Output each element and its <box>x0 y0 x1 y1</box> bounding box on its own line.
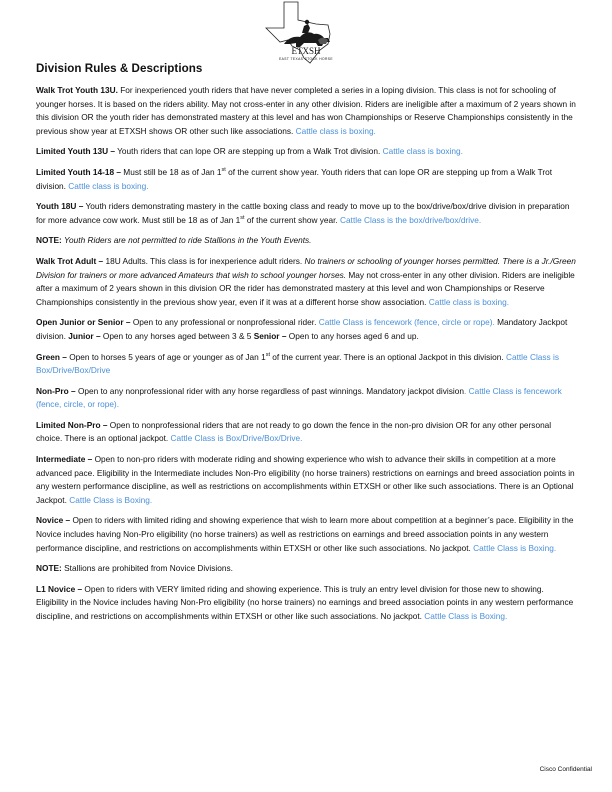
rule-text: Must still be 18 as of Jan 1 <box>121 166 222 177</box>
rule-text: Youth riders that can lope OR are stepping up from a Walk Trot division. <box>115 146 383 157</box>
rule-youth-18u <box>36 200 576 227</box>
page-title: Division Rules & Descriptions <box>36 62 203 75</box>
cattle-class-note: Cattle Class is Boxing. <box>424 611 508 621</box>
rule-limited-youth-13u <box>36 145 576 159</box>
ordinal-suffix: st <box>221 167 226 174</box>
rules-list <box>36 84 576 624</box>
logo-subtext: EAST TEXAS STOCK HORSE <box>279 57 333 61</box>
rule-heading: Intermediate – <box>36 454 93 465</box>
rule-green <box>36 351 576 378</box>
rule-text: Mandatory Jackpot division. <box>36 317 568 341</box>
footer-confidential: Cisco Confidential <box>539 766 592 773</box>
rule-italic-text: Youth Riders are not permitted to ride Stallions in the Youth Events. <box>61 235 312 246</box>
cattle-class-note: Cattle class is boxing. <box>428 296 510 307</box>
rule-text: Stallions are prohibited from Novice Divisions. <box>61 563 233 574</box>
rule-heading: Walk Trot Adult – <box>36 255 104 266</box>
rule-text: of the current show year. Youth riders that can lope OR are stepping up from a Walk Trot division. <box>36 166 553 191</box>
rule-text: May not cross-enter in any other division. Riders are ineligible after a maximum of 2 years shown in this division OR the rider has demonstrated mastery at this level and won Championships or Reserve Championships consistently in the previous show year, even if it was at a different horse show association. <box>36 269 575 307</box>
document-body <box>36 62 576 631</box>
rule-text: Open to riders with limited riding and showing experience that wish to learn more about competition at a beginner’s pace. Eligibility in the Novice includes having Non-Pro eligibility (no horse trainers) as well as restrictions on earnings and breed association points in any western performance discipline, and restrictions on accomplishments within ETXSH or other like such associations. No jackpot. <box>36 515 574 553</box>
rule-heading: Limited Non-Pro – <box>36 419 108 430</box>
rule-walk-trot-adult <box>36 255 576 309</box>
rule-heading: Open Junior or Senior – <box>36 317 131 328</box>
rule-l1-novice <box>36 583 576 624</box>
cattle-class-note: Cattle Class is fencework (fence, circle or rope). <box>318 317 495 328</box>
cattle-class-note: Cattle Class is Boxing. <box>69 494 153 505</box>
rule-heading: Walk Trot Youth 13U. <box>36 85 118 95</box>
rule-text: Open to any professional or nonprofessional rider. <box>130 317 319 328</box>
rule-heading: NOTE: <box>36 563 62 574</box>
rule-text: of the current year. There is an optional Jackpot in this division. <box>269 351 506 362</box>
rule-heading: L1 Novice – <box>36 583 83 594</box>
rule-text: 18U Adults. This class is for inexperience adult riders. <box>103 255 305 266</box>
rule-heading: Limited Youth 14-18 – <box>36 166 121 177</box>
rule-heading: NOTE: <box>36 235 62 246</box>
rule-heading: Novice – <box>36 515 71 526</box>
cattle-class-note: Cattle Class is Box/Drive/Box/Drive. <box>170 433 303 444</box>
logo-text: ETXSH <box>291 46 321 56</box>
cattle-class-note: Cattle class is boxing. <box>68 180 149 191</box>
cattle-class-note: Cattle class is boxing. <box>382 146 463 157</box>
texas-horse-logo-icon <box>258 0 354 64</box>
rule-walk-trot-youth-13u <box>36 84 576 138</box>
rule-heading: Green – <box>36 351 67 362</box>
rule-intermediate <box>36 453 576 507</box>
rule-text: of the current show year. <box>244 214 341 225</box>
rule-limited-youth-14-18 <box>36 166 576 193</box>
rule-text: Open to horses 5 years of age or younger as of Jan 1 <box>66 351 266 362</box>
cattle-class-note: Cattle Class is the box/drive/box/drive. <box>340 214 482 225</box>
rule-limited-non-pro <box>36 419 576 446</box>
rule-heading: Non-Pro – <box>36 385 76 396</box>
rule-heading: Junior – <box>68 330 101 341</box>
rule-open-junior-senior <box>36 316 576 343</box>
rule-text: Open to any horses aged between 3 & 5 <box>100 330 254 341</box>
rule-italic-text: No trainers or schooling of younger horses permitted. There is a Jr./Green Division for trainers or more advanced Amateurs that wish to school younger horses. <box>36 255 576 280</box>
rule-text: Open to any horses aged 6 and up. <box>286 330 419 341</box>
cattle-class-note: Cattle Class is Boxing. <box>473 542 557 553</box>
rule-youth-note <box>36 234 576 248</box>
etxsh-logo <box>258 0 354 64</box>
rule-text: For inexperienced youth riders that have never completed a series in a loping division. This class is not for schooling of younger horses. It is based on the riders ability. May not cross-enter in any other division. Riders are ineligible after a maximum of 2 years shown in this division OR the youth rider has demonstrated mastery at this level and has won Championships or Reserve Championships consistently in the previous show year at ETXSH shows OR other such like associations. <box>36 85 576 136</box>
rule-heading: Limited Youth 13U – <box>36 146 115 157</box>
rule-heading: Senior – <box>253 330 287 341</box>
rule-text: Open to riders with VERY limited riding and showing experience. This is truly an entry level division for those new to showing. Eligibility in the Novice includes having Non-Pro eligibility (no horse trainers) no earnings and breed association points in any western performance discipline, and restrictions on accomplishments within ETXSH or other like such associations. No jackpot. <box>36 583 574 621</box>
rule-non-pro <box>36 385 576 412</box>
cattle-class-note: Cattle class is boxing. <box>295 125 376 136</box>
rule-text: Open to any nonprofessional rider with any horse regardless of past winnings. Mandatory jackpot division <box>75 385 464 396</box>
rule-novice <box>36 514 576 555</box>
ordinal-suffix: st <box>265 351 270 358</box>
rule-text: Open to non-pro riders with moderate riding and showing experience who wish to advance their skills in competition at a more advanced pace. Eligibility in the Intermediate includes Non-Pro eligibility (no horse trainers) restrictions on earnings and breed association points in any western performance discipline, as well as restrictions on accomplishments within ETXSH or other like such associations. There is an Optional Jackpot. <box>36 454 575 505</box>
cattle-class-note: . Cattle Class is fencework (fence, circle, or rope). <box>36 385 562 410</box>
ordinal-suffix: st <box>240 214 245 221</box>
rule-stallion-note <box>36 562 576 576</box>
cattle-class-note: Cattle Class is Box/Drive/Box/Drive <box>36 351 559 376</box>
rule-heading: Youth 18U – <box>36 201 84 212</box>
rule-text: Open to nonprofessional riders that are not ready to go down the fence in the non-pro division OR for any other personal choice. There is an optional jackpot. <box>36 419 552 444</box>
rule-text: Youth riders demonstrating mastery in the cattle boxing class and ready to move up to the box/drive/box/drive division in preparation for more advance cow work. Must still be 18 as of Jan 1 <box>36 201 570 225</box>
